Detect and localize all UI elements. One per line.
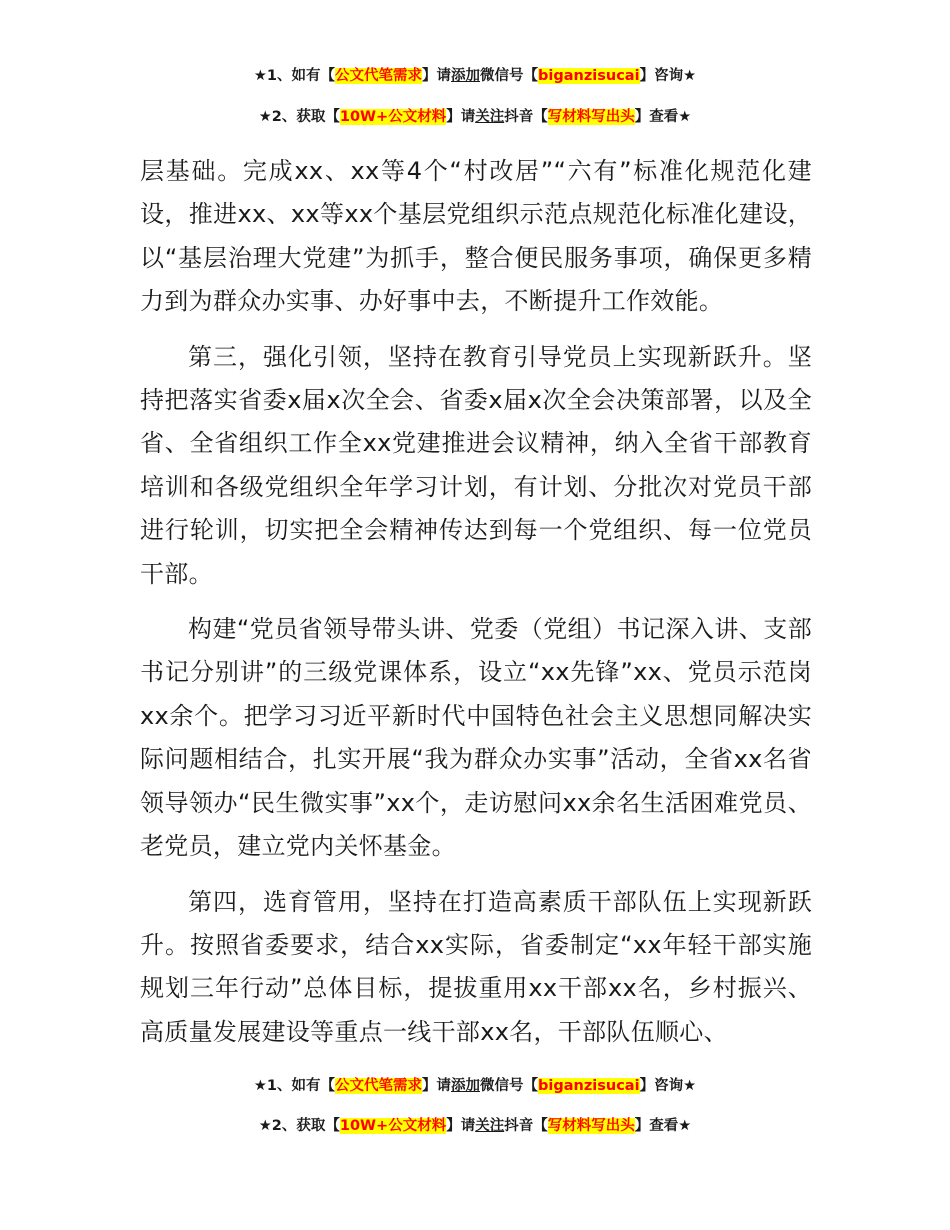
banner-highlight-materials: 10W+公文材料 (339, 1118, 447, 1134)
banner-suffix: 】查看★ (634, 109, 692, 125)
banner-highlight-wechat-id: biganzisucai (538, 1078, 640, 1094)
banner-suffix: 】咨询★ (639, 68, 697, 84)
banner-text: 】请 (446, 1118, 476, 1134)
banner-suffix: 】咨询★ (639, 1078, 697, 1094)
paragraph-section-four: 第四，选育管用，坚持在打造高素质干部队伍上实现新跃升。按照省委要求，结合xx实际，省委制定“xx年轻干部实施规划三年行动”总体目标，提拔重用xx干部xx名，乡村振兴、高质量发展建设等重点一线干部xx名，干部队伍顺心、 (140, 887, 812, 1046)
header-banner-line-2 (0, 107, 950, 127)
banner-text: 抖音【 (504, 109, 548, 125)
banner-prefix: ★1、如有【 (253, 1078, 336, 1094)
paragraph-continuation: 层基础。完成xx、xx等4个“村改居”“六有”标准化规范化建设，推进xx、xx等xx个基层党组织示范点规范化标准化建设，以“基层治理大党建”为抓手，整合便民服务事项，确保更多精力到为群众办实事、办好事中去，不断提升工作效能。 (140, 157, 812, 316)
paragraph-party-lecture-system: 构建“党员省领导带头讲、党委（党组）书记深入讲、支部书记分别讲”的三级党课体系，设立“xx先锋”xx、党员示范岗xx余个。把学习习近平新时代中国特色社会主义思想同解决实际问题相结合，扎实开展“我为群众办实事”活动，全省xx名省领导领办“民生微实事”xx个，走访慰问xx余名生活困难党员、老党员，建立党内关怀基金。 (140, 615, 812, 861)
banner-text: 微信号【 (480, 68, 539, 84)
footer-banner-line-2 (0, 1116, 950, 1136)
header-banner-line-1 (0, 66, 950, 86)
banner-emphasis: 添加 (451, 68, 481, 84)
banner-highlight-douyin: 写材料写出头 (547, 1118, 635, 1134)
banner-text: 】请 (446, 109, 476, 125)
banner-text: 】请 (422, 1078, 452, 1094)
banner-highlight-service: 公文代笔需求 (335, 1078, 423, 1094)
banner-highlight-materials: 10W+公文材料 (339, 109, 447, 125)
banner-prefix: ★2、获取【 (258, 109, 340, 125)
banner-emphasis: 关注 (475, 109, 505, 125)
banner-emphasis: 添加 (451, 1078, 481, 1094)
banner-prefix: ★2、获取【 (258, 1118, 340, 1134)
banner-text: 抖音【 (504, 1118, 548, 1134)
banner-text: 微信号【 (480, 1078, 539, 1094)
banner-text: 】请 (422, 68, 452, 84)
banner-emphasis: 关注 (475, 1118, 505, 1134)
paragraph-section-three: 第三，强化引领，坚持在教育引导党员上实现新跃升。坚持把落实省委x届x次全会、省委x届x次全会决策部署，以及全省、全省组织工作全xx党建推进会议精神，纳入全省干部教育培训和各级党组织全年学习计划，有计划、分批次对党员干部进行轮训，切实把全会精神传达到每一个党组织、每一位党员干部。 (140, 342, 812, 588)
banner-highlight-douyin: 写材料写出头 (547, 109, 635, 125)
document-body (140, 150, 812, 1066)
banner-highlight-wechat-id: biganzisucai (538, 68, 640, 84)
banner-prefix: ★1、如有【 (253, 68, 336, 84)
banner-suffix: 】查看★ (634, 1118, 692, 1134)
footer-banner-line-1 (0, 1076, 950, 1096)
banner-highlight-service: 公文代笔需求 (335, 68, 423, 84)
